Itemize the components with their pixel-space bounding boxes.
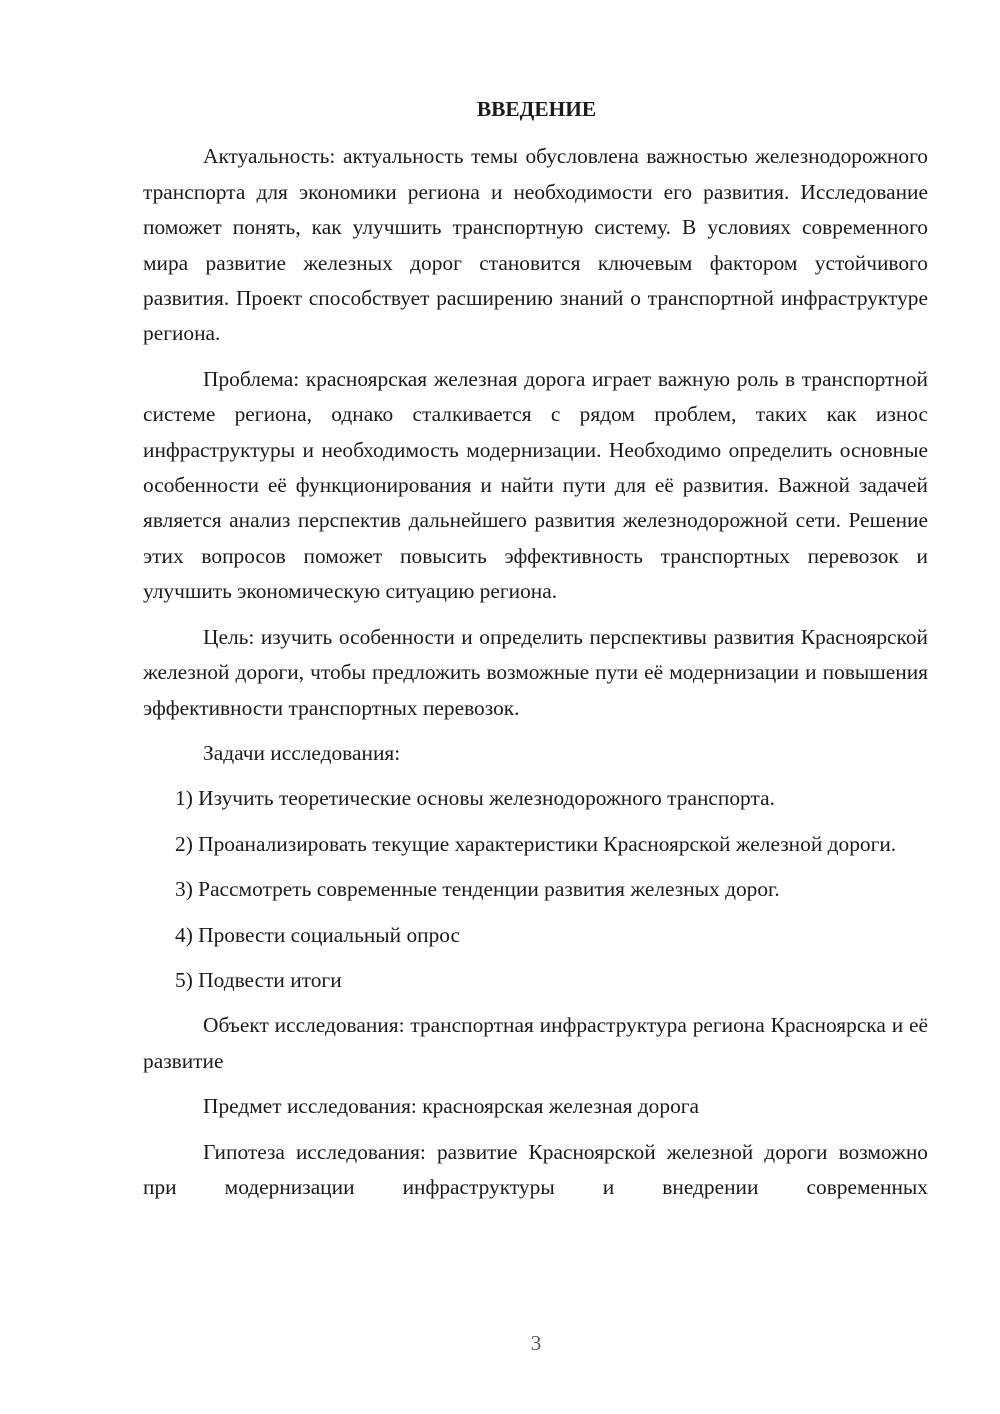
- task-item-2: 2) Проанализировать текущие характеристики Красноярской железной дороги.: [175, 831, 897, 856]
- object-paragraph: Объект исследования: транспортная инфраструктура региона Красноярска и её развитие: [143, 1013, 928, 1073]
- document-page: [143, 92, 928, 1215]
- tasks-title: Задачи исследования:: [203, 740, 401, 765]
- subject-paragraph: Предмет исследования: красноярская железная дорога: [203, 1094, 700, 1119]
- hypothesis-paragraph: Гипотеза исследования: развитие Красноярской железной дороги возможно при модернизации инфраструктуры и внедрении современных: [143, 1139, 928, 1199]
- goal-paragraph: Цель: изучить особенности и определить перспективы развития Красноярской железной дороги, чтобы предложить возможные пути её модернизации и повышения эффективности транспортных перевозок.: [143, 624, 928, 720]
- relevance-paragraph: Актуальность: актуальность темы обусловлена важностью железнодорожного транспорта для экономики региона и необходимости его развития. Исследование поможет понять, как улучшить транспортную систему. В условиях современного мира развитие железных дорог становится ключевым фактором устойчивого развития. Проект способствует расширению знаний о транспортной инфраструктуре региона.: [143, 144, 928, 346]
- task-item-1: 1) Изучить теоретические основы железнодорожного транспорта.: [175, 786, 775, 811]
- task-item-5: 5) Подвести итоги: [175, 967, 342, 992]
- task-item-4: 4) Провести социальный опрос: [175, 922, 461, 947]
- page-number: 3: [530, 1331, 542, 1355]
- task-item-3: 3) Рассмотреть современные тенденции развития железных дорог.: [175, 877, 780, 902]
- document-heading: ВВЕДЕНИЕ: [476, 97, 597, 121]
- problem-paragraph: Проблема: красноярская железная дорога играет важную роль в транспортной системе региона, однако сталкивается с рядом проблем, таких как износ инфраструктуры и необходимость модернизации. Необходимо определить основные особенности её функционирования и найти пути для её развития. Важной задачей является анализ перспектив дальнейшего развития железнодорожной сети. Решение этих вопросов поможет повысить эффективность транспортных перевозок и улучшить экономическую ситуацию региона.: [143, 366, 928, 604]
